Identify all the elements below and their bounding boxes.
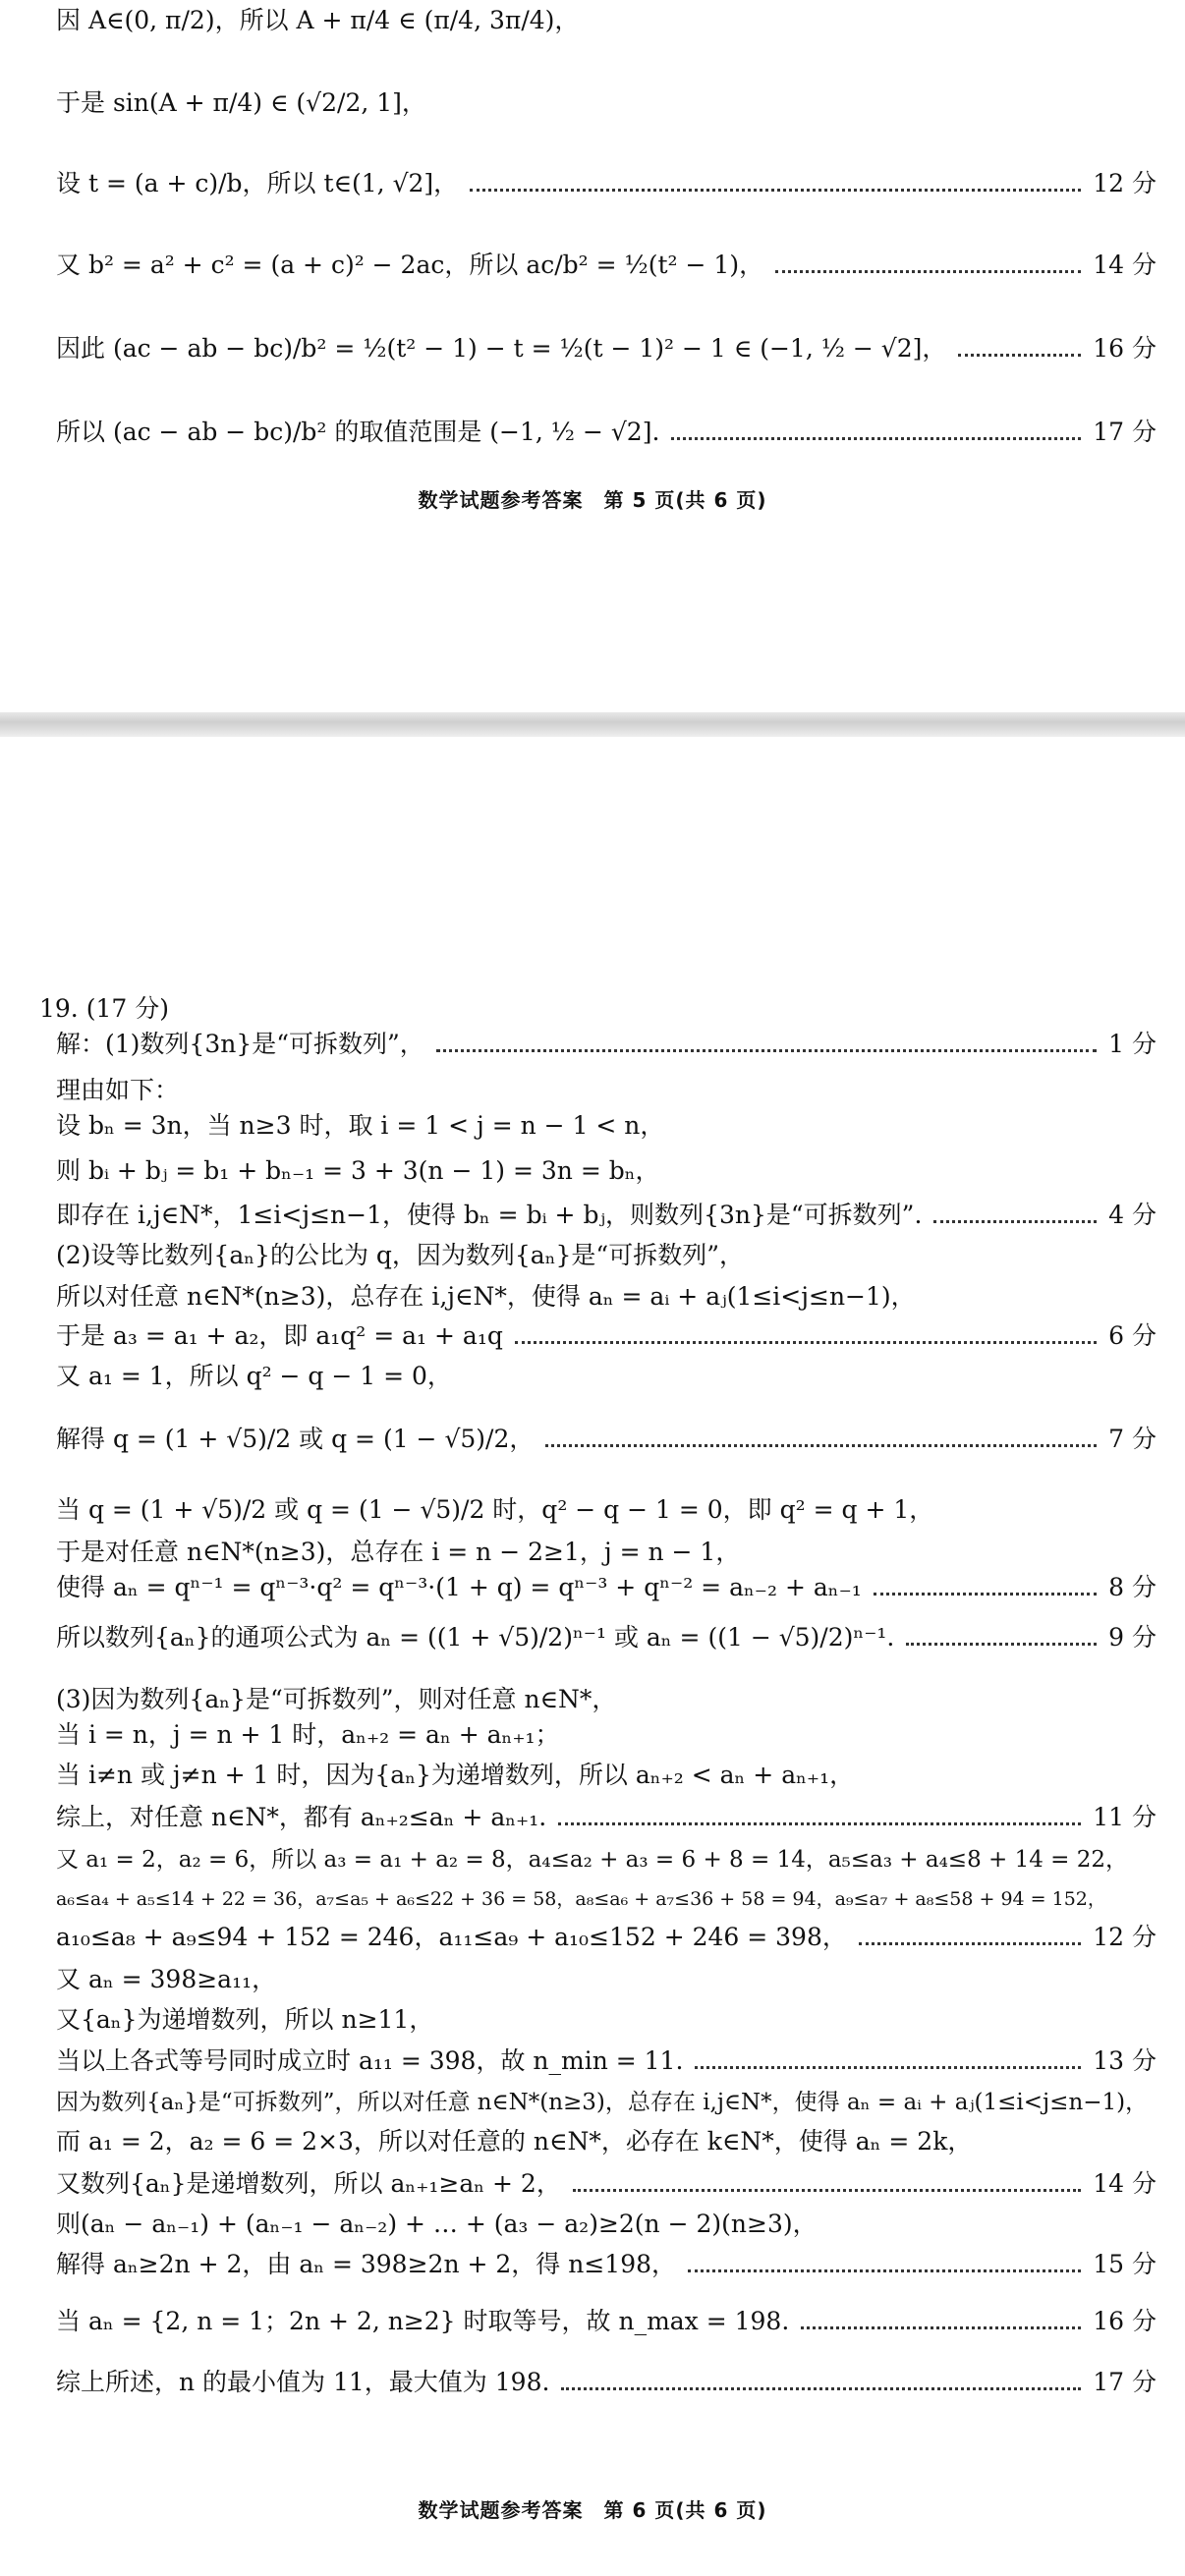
solution-line	[56, 1720, 1157, 1750]
dot-leader	[573, 2189, 1081, 2192]
score-mark: 4 分	[1108, 1201, 1157, 1229]
dot-leader	[470, 189, 1081, 192]
score-mark: 11 分	[1093, 1803, 1157, 1831]
page-separator	[0, 712, 1185, 737]
solution-line	[56, 1803, 1157, 1832]
page-6-footer: 数学试题参考答案 第 6 页(共 6 页)	[418, 2498, 767, 2522]
solution-line-text: 解得 q = (1 + √5)/2 或 q = (1 − √5)/2，	[56, 1425, 535, 1453]
dot-leader	[688, 2269, 1081, 2272]
dot-leader	[515, 1341, 1097, 1344]
solution-line-text: 因此 (ac − ab − bc)/b² = ½(t² − 1) − t = ½(t − 1)² − 1 ∈ (−1, ½ − √2]，	[56, 334, 947, 363]
solution-line	[56, 1761, 1157, 1790]
dot-leader	[558, 1822, 1081, 1825]
solution-line	[56, 2368, 1157, 2397]
answer-page-6	[0, 737, 1185, 2576]
solution-line-text: 又 a₁ = 1，所以 q² − q − 1 = 0，	[56, 1362, 452, 1390]
answer-page-5	[0, 0, 1185, 712]
score-mark: 9 分	[1108, 1623, 1157, 1652]
solution-line	[56, 1538, 1157, 1567]
score-mark: 14 分	[1093, 251, 1157, 279]
solution-line-text: 因为数列{aₙ}是“可拆数列”，所以对任意 n∈N*(n≥3)，总存在 i,j∈N*，使得 aₙ = aᵢ + aⱼ(1≤i<j≤n−1)，	[56, 2090, 1149, 2115]
solution-line	[56, 88, 1157, 118]
solution-line-text: 当 i≠n 或 j≠n + 1 时，因为{aₙ}为递增数列，所以 aₙ₊₂ < aₙ + aₙ₊₁，	[56, 1761, 855, 1789]
solution-line	[56, 169, 1157, 198]
solution-line	[56, 2046, 1157, 2076]
dot-leader	[695, 2066, 1081, 2069]
solution-line-text: 因 A∈(0, π/2)，所以 A + π/4 ∈ (π/4, 3π/4)，	[56, 6, 580, 34]
solution-line-text: 于是对任意 n∈N*(n≥3)，总存在 i = n − 2≥1，j = n − 1，	[56, 1538, 741, 1566]
score-mark: 13 分	[1093, 2046, 1157, 2075]
solution-line	[56, 1923, 1157, 1952]
dot-leader	[933, 1220, 1097, 1223]
solution-line	[56, 1965, 1157, 1994]
solution-line-text: 所以 (ac − ab − bc)/b² 的取值范围是 (−1, ½ − √2].	[56, 418, 660, 446]
solution-line	[56, 2250, 1157, 2279]
score-mark: 12 分	[1093, 169, 1157, 197]
solution-line	[56, 1884, 1157, 1914]
solution-line-text: 又 a₁ = 2，a₂ = 6，所以 a₃ = a₁ + a₂ = 8，a₄≤a₂ + a₃ = 6 + 8 = 14，a₅≤a₃ + a₄≤8 + 14 = 22，	[56, 1847, 1129, 1873]
solution-line	[56, 1156, 1157, 1186]
solution-line-text: a₁₀≤a₈ + a₉≤94 + 152 = 246，a₁₁≤a₉ + a₁₀≤152 + 246 = 398，	[56, 1923, 847, 1951]
dot-leader	[874, 1593, 1097, 1596]
dot-leader	[436, 1049, 1097, 1052]
score-mark: 14 分	[1093, 2169, 1157, 2198]
solution-line-text: 当 q = (1 + √5)/2 或 q = (1 − √5)/2 时，q² − q − 1 = 0，即 q² = q + 1，	[56, 1495, 934, 1524]
solution-line-text: (2)设等比数列{aₙ}的公比为 q，因为数列{aₙ}是“可拆数列”，	[56, 1241, 744, 1269]
solution-line	[56, 1076, 1157, 1105]
page-5-footer: 数学试题参考答案 第 5 页(共 6 页)	[418, 488, 767, 512]
solution-line-text: 又{aₙ}为递增数列，所以 n≥11，	[56, 2005, 434, 2034]
solution-line-text: 理由如下：	[56, 1076, 180, 1104]
solution-line	[56, 1362, 1157, 1391]
solution-line-text: 于是 sin(A + π/4) ∈ (√2/2, 1]，	[56, 88, 426, 117]
solution-line	[56, 1282, 1157, 1312]
solution-line	[56, 6, 1157, 35]
solution-line-text: 使得 aₙ = qⁿ⁻¹ = qⁿ⁻³·q² = qⁿ⁻³·(1 + q) = qⁿ⁻³ + qⁿ⁻² = aₙ₋₂ + aₙ₋₁	[56, 1573, 862, 1601]
solution-line-text: 解得 aₙ≥2n + 2，由 aₙ = 398≥2n + 2，得 n≤198，	[56, 2250, 677, 2278]
solution-line	[56, 1201, 1157, 1230]
score-mark: 17 分	[1093, 2368, 1157, 2396]
solution-line	[56, 1321, 1157, 1351]
solution-line	[56, 2127, 1157, 2156]
solution-line-text: 当 i = n，j = n + 1 时，aₙ₊₂ = aₙ + aₙ₊₁；	[56, 1720, 560, 1749]
score-mark: 7 分	[1108, 1425, 1157, 1453]
solution-line-text: 设 bₙ = 3n，当 n≥3 时，取 i = 1 < j = n − 1 < n，	[56, 1111, 665, 1140]
solution-line	[56, 418, 1157, 447]
score-mark: 17 分	[1093, 418, 1157, 446]
solution-line-text: 解：(1)数列{3n}是“可拆数列”，	[56, 1030, 424, 1058]
dot-leader	[775, 270, 1081, 273]
solution-line-text: 而 a₁ = 2，a₂ = 6 = 2×3，所以对任意的 n∈N*，必存在 k∈N*，使得 aₙ = 2k，	[56, 2127, 973, 2156]
solution-line-text: 所以对任意 n∈N*(n≥3)，总存在 i,j∈N*，使得 aₙ = aᵢ + aⱼ(1≤i<j≤n−1)，	[56, 1282, 916, 1311]
solution-line-text: (3)因为数列{aₙ}是“可拆数列”，则对任意 n∈N*，	[56, 1685, 617, 1713]
solution-line-text: 又 b² = a² + c² = (a + c)² − 2ac，所以 ac/b² = ½(t² − 1)，	[56, 251, 764, 279]
score-mark: 15 分	[1093, 2250, 1157, 2278]
solution-line	[56, 1845, 1157, 1875]
solution-line-text: 所以数列{aₙ}的通项公式为 aₙ = ((1 + √5)/2)ⁿ⁻¹ 或 aₙ = ((1 − √5)/2)ⁿ⁻¹.	[56, 1623, 895, 1652]
solution-line-text: 又数列{aₙ}是递增数列，所以 aₙ₊₁≥aₙ + 2，	[56, 2169, 561, 2198]
dot-leader	[561, 2387, 1081, 2390]
score-mark: 8 分	[1108, 1573, 1157, 1601]
solution-line	[56, 2307, 1157, 2336]
solution-line	[56, 1573, 1157, 1602]
solution-line-text: 于是 a₃ = a₁ + a₂，即 a₁q² = a₁ + a₁q	[56, 1321, 503, 1350]
score-mark: 6 分	[1108, 1321, 1157, 1350]
score-mark: 16 分	[1093, 2307, 1157, 2335]
solution-line-text: 即存在 i,j∈N*，1≤i<j≤n−1，使得 bₙ = bᵢ + bⱼ，则数列{3n}是“可拆数列”.	[56, 1201, 923, 1229]
solution-line-text: 当 aₙ = {2, n = 1；2n + 2, n≥2} 时取等号，故 n_max = 198.	[56, 2307, 790, 2335]
solution-line	[56, 1425, 1157, 1454]
solution-line-text: 当以上各式等号同时成立时 a₁₁ = 398，故 n_min = 11.	[56, 2046, 684, 2075]
solution-line-text: 综上所述，n 的最小值为 11，最大值为 198.	[56, 2368, 550, 2396]
question-19-header: 19. (17 分)	[39, 994, 169, 1023]
score-mark: 16 分	[1093, 334, 1157, 363]
solution-line-text: 设 t = (a + c)/b，所以 t∈(1, √2]，	[56, 169, 459, 197]
solution-line	[56, 1030, 1157, 1059]
solution-line	[56, 334, 1157, 364]
solution-line	[56, 2169, 1157, 2199]
dot-leader	[671, 437, 1081, 440]
solution-line	[56, 251, 1157, 280]
solution-line-text: 综上，对任意 n∈N*，都有 aₙ₊₂≤aₙ + aₙ₊₁.	[56, 1803, 547, 1831]
solution-line	[56, 1111, 1157, 1141]
solution-line-text: a₆≤a₄ + a₅≤14 + 22 = 36，a₇≤a₅ + a₆≤22 + 36 = 58，a₈≤a₆ + a₇≤36 + 58 = 94，a₉≤a₇ + a₈≤58 + 94 = 152，	[56, 1888, 1106, 1910]
dot-leader	[958, 354, 1081, 357]
dot-leader	[801, 2326, 1081, 2329]
score-mark: 12 分	[1093, 1923, 1157, 1951]
solution-line	[56, 1241, 1157, 1270]
solution-line-text: 又 aₙ = 398≥a₁₁，	[56, 1965, 277, 1993]
solution-line	[56, 1685, 1157, 1714]
score-mark: 1 分	[1108, 1030, 1157, 1058]
solution-line	[56, 1623, 1157, 1652]
dot-leader	[906, 1643, 1097, 1646]
solution-line-text: 则 bᵢ + bⱼ = b₁ + bₙ₋₁ = 3 + 3(n − 1) = 3n = bₙ，	[56, 1156, 660, 1185]
solution-line	[56, 2005, 1157, 2035]
solution-line	[56, 2088, 1157, 2117]
solution-line	[56, 1495, 1157, 1525]
solution-line-text: 则(aₙ − aₙ₋₁) + (aₙ₋₁ − aₙ₋₂) + … + (a₃ − a₂)≥2(n − 2)(n≥3)，	[56, 2210, 818, 2238]
dot-leader	[859, 1942, 1081, 1945]
dot-leader	[545, 1444, 1097, 1447]
solution-line	[56, 2210, 1157, 2239]
